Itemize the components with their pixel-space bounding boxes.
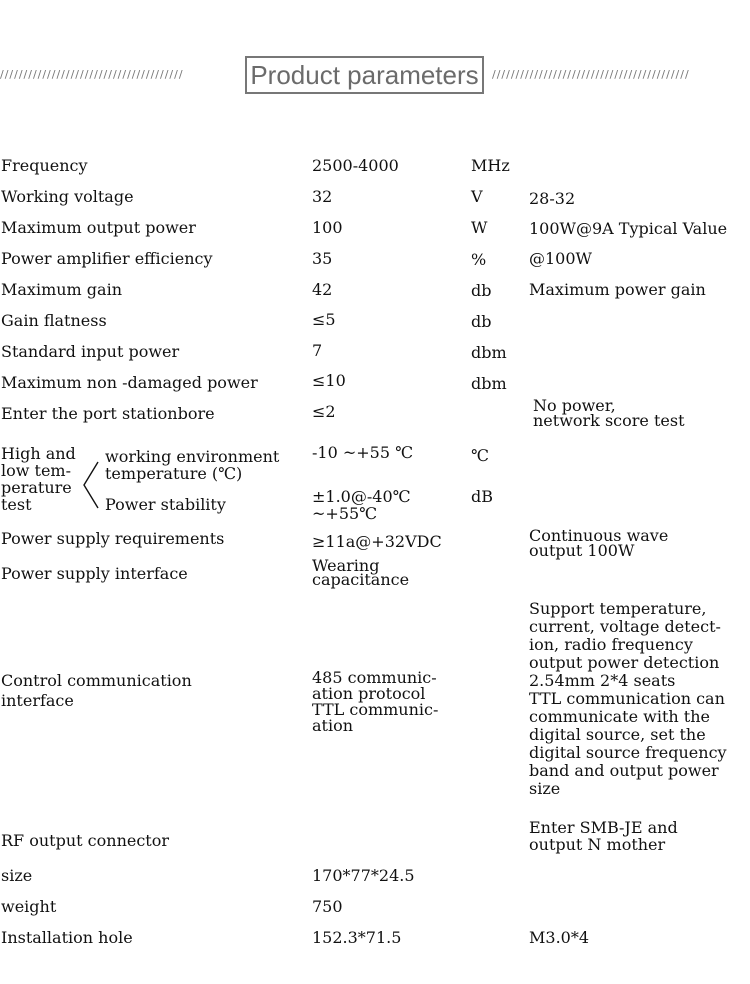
value-power-supply-requirements: ≥11a@+32VDC xyxy=(312,532,442,551)
value-gain-flatness: ≤5 xyxy=(312,310,336,329)
value-weight: 750 xyxy=(312,897,343,916)
value-installation-hole: 152.3*71.5 xyxy=(312,928,402,947)
value-max-non-damaged-power: ≤10 xyxy=(312,371,346,390)
param-rf-output-connector: RF output connector xyxy=(1,831,170,850)
sub-working-environment-temp: working environment temperature (℃) xyxy=(105,447,280,483)
unit-working-voltage: V xyxy=(471,187,483,206)
unit-gain-flatness: db xyxy=(471,312,492,331)
value-frequency: 2500-4000 xyxy=(312,156,399,175)
value-max-output-power: 100 xyxy=(312,218,343,237)
value-working-environment-temp: -10 ~+55 ℃ xyxy=(312,443,414,462)
value-max-gain: 42 xyxy=(312,280,333,299)
param-max-output-power: Maximum output power xyxy=(1,218,196,237)
unit-frequency: MHz xyxy=(471,156,510,175)
section-title: Product parameters xyxy=(245,56,484,94)
header-decoration-left: /////////////////////////////////////// xyxy=(0,68,184,81)
unit-power-stability: dB xyxy=(471,487,493,506)
param-max-gain: Maximum gain xyxy=(1,280,122,299)
param-port-stationbore: Enter the port stationbore xyxy=(1,404,215,423)
value-port-stationbore: ≤2 xyxy=(312,402,336,421)
sub-power-stability: Power stability xyxy=(105,495,226,514)
note-max-gain: Maximum power gain xyxy=(529,280,706,299)
value-standard-input-power: 7 xyxy=(312,341,323,360)
note-power-supply-requirements: Continuous wave output 100W xyxy=(529,526,669,560)
value-size: 170*77*24.5 xyxy=(312,866,415,885)
param-high-low-temp-test: High and low tem- perature test xyxy=(1,444,76,514)
param-size: size xyxy=(1,866,33,885)
brace-icon xyxy=(78,460,102,510)
value-power-supply-interface: Wearing capacitance xyxy=(312,556,410,589)
note-amp-efficiency: @100W xyxy=(529,249,592,268)
value-control-comm-interface: 485 communic- ation protocol TTL communic- ation xyxy=(312,668,439,735)
value-working-voltage: 32 xyxy=(312,187,333,206)
unit-amp-efficiency: % xyxy=(471,250,487,269)
note-rf-output-connector: Enter SMB-JE and output N mother xyxy=(529,818,678,854)
param-standard-input-power: Standard input power xyxy=(1,342,180,361)
param-power-supply-requirements: Power supply requirements xyxy=(1,529,225,548)
param-gain-flatness: Gain flatness xyxy=(1,311,107,330)
note-port-stationbore: No power, network score test xyxy=(533,396,685,430)
param-max-non-damaged-power: Maximum non -damaged power xyxy=(1,373,258,392)
note-working-voltage: 28-32 xyxy=(529,189,576,208)
param-working-voltage: Working voltage xyxy=(1,187,134,206)
param-weight: weight xyxy=(1,897,57,916)
param-installation-hole: Installation hole xyxy=(1,928,133,947)
unit-standard-input-power: dbm xyxy=(471,343,507,362)
value-amp-efficiency: 35 xyxy=(312,249,333,268)
unit-max-gain: db xyxy=(471,281,492,300)
param-control-comm-interface: Control communication interface xyxy=(1,671,192,710)
unit-max-non-damaged-power: dbm xyxy=(471,374,507,393)
note-control-comm-interface: Support temperature, current, voltage detect- ion, radio frequency output power detection 2.54mm 2*4 seats TTL communication can communicate with the digital source, set the digital source frequency band and output power size xyxy=(529,599,727,798)
param-amp-efficiency: Power amplifier efficiency xyxy=(1,249,213,268)
value-power-stability: ±1.0@-40℃ ~+55℃ xyxy=(312,487,411,523)
unit-working-environment-temp: ℃ xyxy=(471,446,489,465)
note-installation-hole: M3.0*4 xyxy=(529,928,590,947)
note-max-output-power: 100W@9A Typical Value xyxy=(529,219,728,238)
unit-max-output-power: W xyxy=(471,218,488,237)
param-frequency: Frequency xyxy=(1,156,88,175)
param-power-supply-interface: Power supply interface xyxy=(1,564,188,583)
header-decoration-right: ////////////////////////////////////////// xyxy=(492,68,690,81)
